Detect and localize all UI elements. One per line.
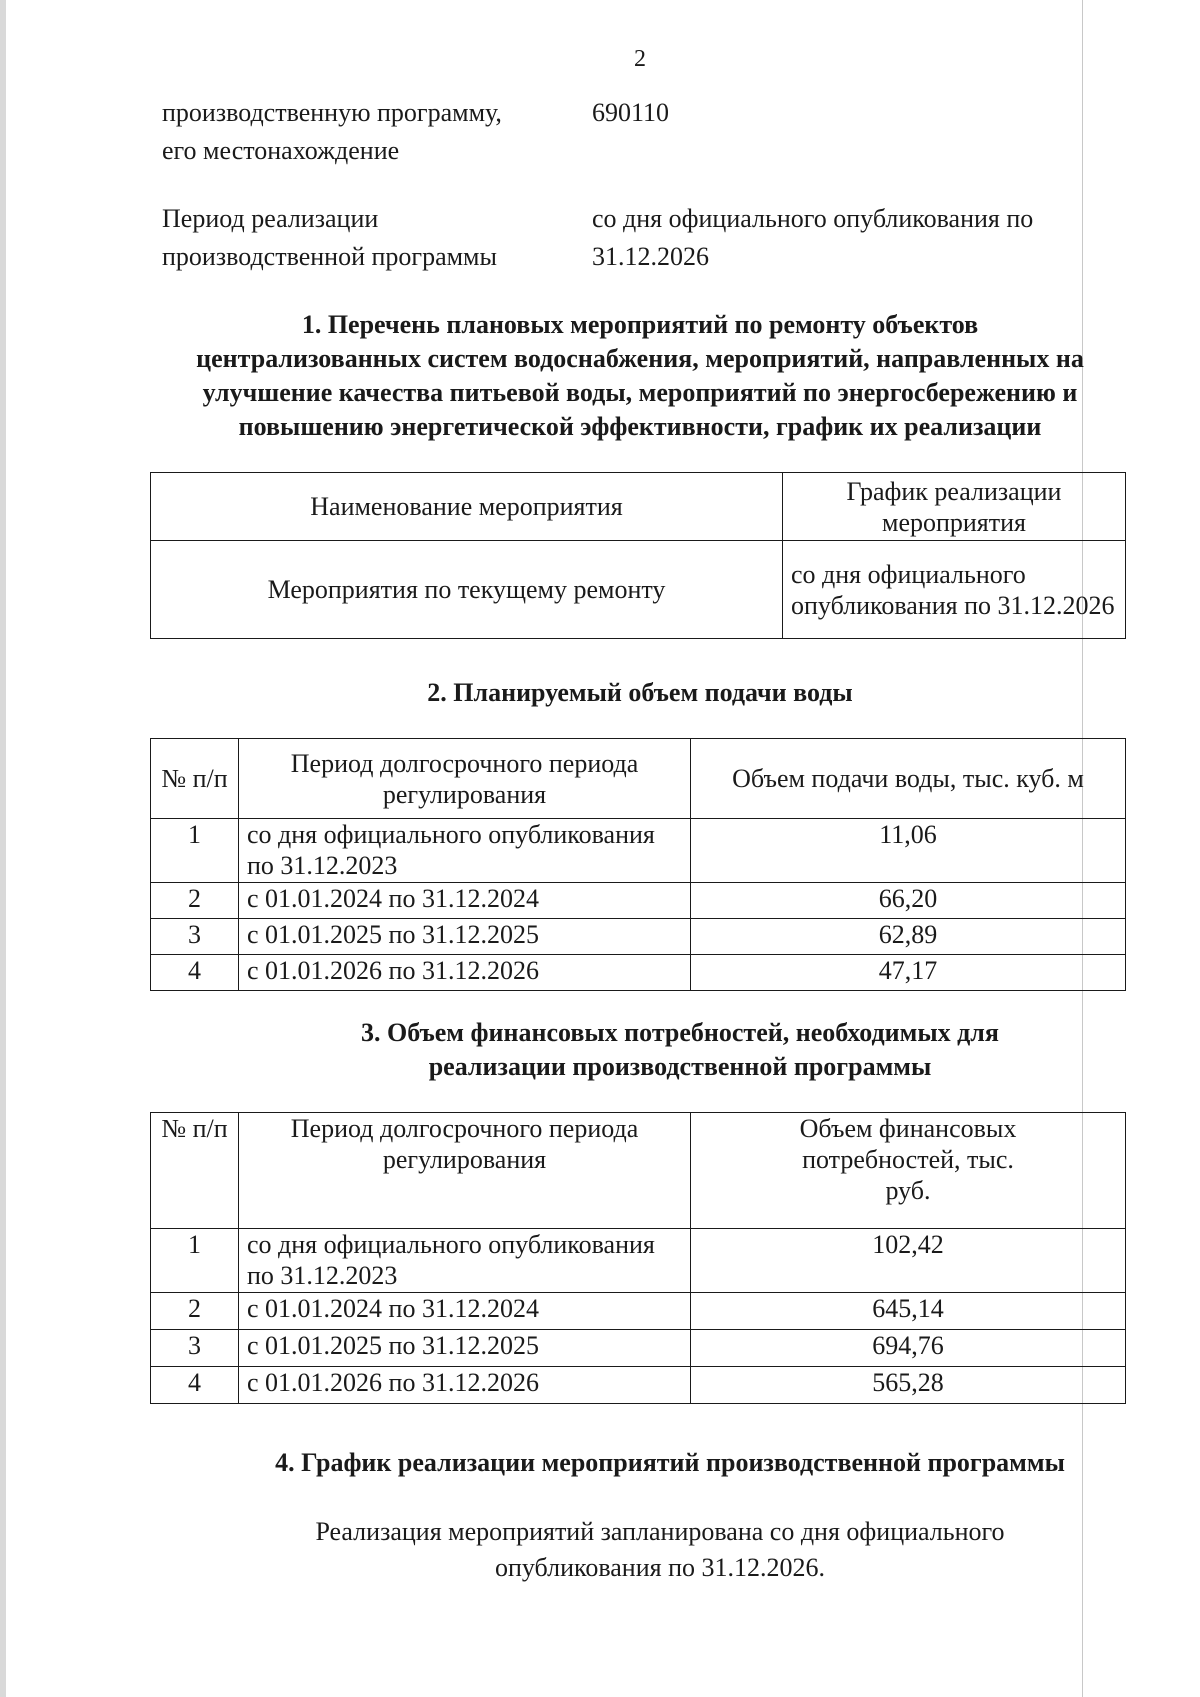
- cell-value: 645,14: [691, 1293, 1126, 1330]
- financial-needs-table: [150, 1112, 1126, 1404]
- section-1-title: [150, 308, 1130, 444]
- table-row: [151, 883, 1126, 919]
- table-row: [151, 1367, 1126, 1404]
- cell-period: с 01.01.2024 по 31.12.2024: [239, 1293, 691, 1330]
- info-label-line: его местонахождение: [162, 136, 400, 165]
- header-cell-value: Объем подачи воды, тыс. куб. м: [691, 739, 1126, 819]
- section-4-title: 4. График реализации мероприятий производственной программы: [275, 1448, 1065, 1477]
- info-value: [592, 200, 1082, 276]
- cell-measure-schedule: со дня официального опубликования по 31.12.2026: [783, 541, 1126, 639]
- table-row: [151, 819, 1126, 883]
- cell-num: 3: [151, 1330, 239, 1367]
- header-cell-period: Период долгосрочного периода регулирования: [239, 1113, 691, 1229]
- section-3-title: [290, 1016, 1070, 1084]
- cell-num: 4: [151, 955, 239, 991]
- title-line: реализации производственной программы: [428, 1052, 932, 1081]
- cell-value: 66,20: [691, 883, 1126, 919]
- title-line: 1. Перечень плановых мероприятий по ремонту объектов: [301, 310, 979, 339]
- info-value-line: со дня официального опубликования по: [592, 204, 1034, 233]
- page-number: 2: [634, 46, 646, 72]
- info-label-line: Период реализации: [162, 204, 379, 233]
- header-cell-value: Объем финансовых потребностей, тыс. руб.: [691, 1113, 1126, 1229]
- table-header-row: [151, 739, 1126, 819]
- table-row: [151, 1330, 1126, 1367]
- info-row-location: [162, 94, 1092, 174]
- table-row: [151, 1229, 1126, 1293]
- cell-value: 62,89: [691, 919, 1126, 955]
- cell-num: 2: [151, 883, 239, 919]
- cell-period: с 01.01.2024 по 31.12.2024: [239, 883, 691, 919]
- cell-value: 47,17: [691, 955, 1126, 991]
- title-line: централизованных систем водоснабжения, мероприятий, направленных на: [196, 344, 1084, 373]
- cell-value: 102,42: [691, 1229, 1126, 1293]
- water-volume-table: [150, 738, 1126, 991]
- info-row-period: [162, 200, 1092, 280]
- closing-line: Реализация мероприятий запланирована со дня официального: [315, 1517, 1005, 1546]
- cell-num: 2: [151, 1293, 239, 1330]
- info-label: [162, 200, 582, 276]
- cell-value: 694,76: [691, 1330, 1126, 1367]
- cell-period: с 01.01.2025 по 31.12.2025: [239, 1330, 691, 1367]
- cell-period: с 01.01.2025 по 31.12.2025: [239, 919, 691, 955]
- info-value: [592, 94, 1082, 132]
- header-cell-schedule: График реализации мероприятия: [783, 473, 1126, 541]
- table-row: [151, 1293, 1126, 1330]
- cell-measure-name: Мероприятия по текущему ремонту: [151, 541, 783, 639]
- cell-value: 11,06: [691, 819, 1126, 883]
- closing-text: [270, 1514, 1050, 1586]
- cell-value: 565,28: [691, 1367, 1126, 1404]
- table-header-row: [151, 473, 1126, 541]
- info-value-line: 31.12.2026: [592, 242, 709, 271]
- cell-num: 1: [151, 1229, 239, 1293]
- header-cell-period: Период долгосрочного периода регулирования: [239, 739, 691, 819]
- cell-period: со дня официального опубликования по 31.12.2023: [239, 1229, 691, 1293]
- table-row: [151, 541, 1126, 639]
- cell-period: с 01.01.2026 по 31.12.2026: [239, 955, 691, 991]
- cell-num: 4: [151, 1367, 239, 1404]
- scan-edge: [0, 0, 6, 1697]
- table-row: [151, 919, 1126, 955]
- title-line: повышению энергетической эффективности, график их реализации: [238, 412, 1042, 441]
- header-cell-name: Наименование мероприятия: [151, 473, 783, 541]
- closing-line: опубликования по 31.12.2026.: [494, 1553, 826, 1582]
- info-label-line: производственную программу,: [162, 98, 502, 127]
- table-header-row: [151, 1113, 1126, 1229]
- section-2-title: 2. Планируемый объем подачи воды: [427, 678, 853, 707]
- cell-period: с 01.01.2026 по 31.12.2026: [239, 1367, 691, 1404]
- info-value-line: 690110: [592, 98, 670, 127]
- header-cell-num: № п/п: [151, 1113, 239, 1229]
- cell-num: 3: [151, 919, 239, 955]
- info-label-line: производственной программы: [162, 242, 497, 271]
- measures-table: [150, 472, 1126, 639]
- cell-period: со дня официального опубликования по 31.12.2023: [239, 819, 691, 883]
- cell-num: 1: [151, 819, 239, 883]
- header-cell-num: № п/п: [151, 739, 239, 819]
- table-row: [151, 955, 1126, 991]
- title-line: улучшение качества питьевой воды, мероприятий по энергосбережению и: [202, 378, 1078, 407]
- info-label: [162, 94, 582, 170]
- title-line: 3. Объем финансовых потребностей, необходимых для: [361, 1018, 999, 1047]
